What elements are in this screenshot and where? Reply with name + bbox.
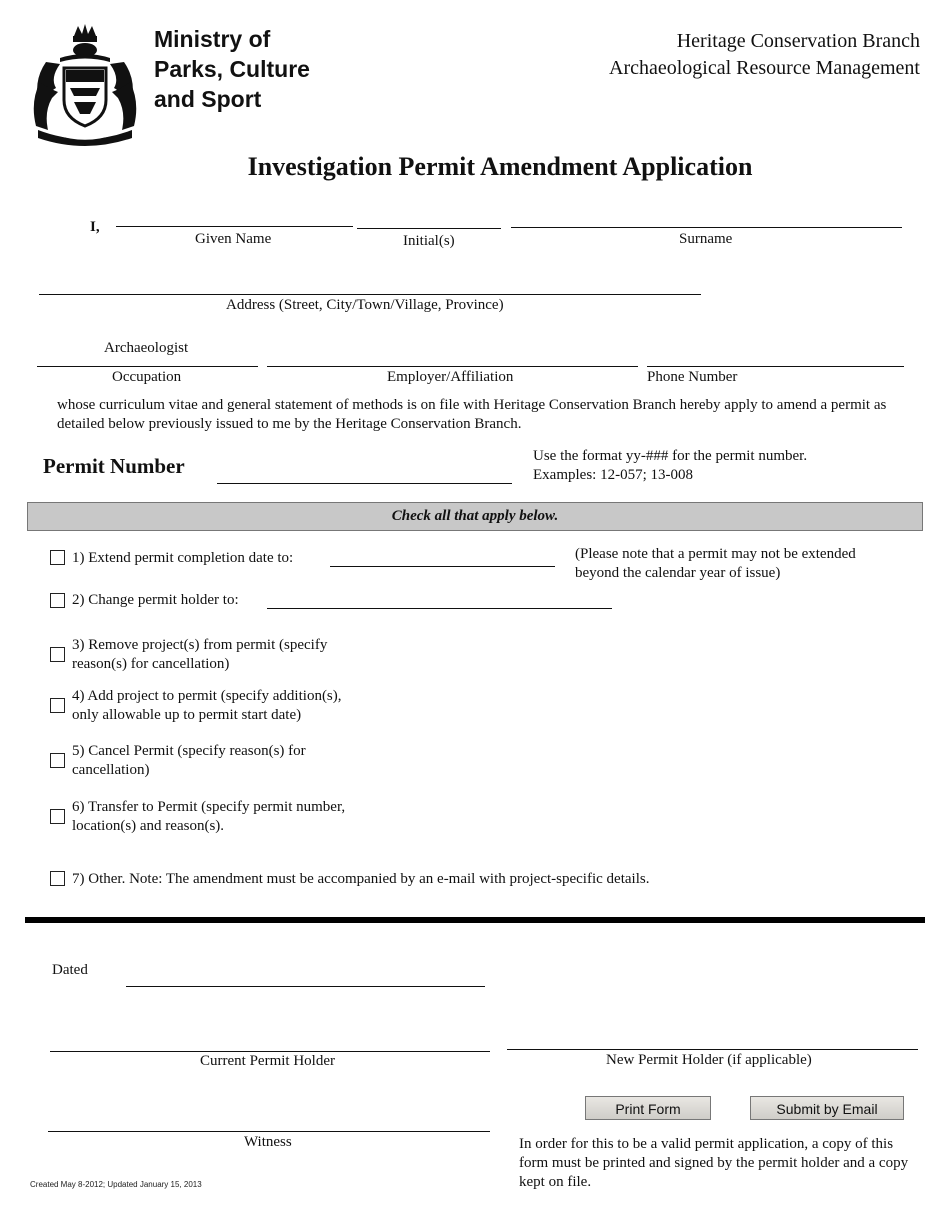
occupation-label: Occupation [112,369,182,385]
coat-of-arms-logo [26,22,144,154]
checkbox-change-holder[interactable] [50,593,65,608]
option-add-project-label: 4) Add project to permit (specify addition(s), only allowable up to permit start date) [72,688,342,723]
option-other-label: 7) Other. Note: The amendment must be accompanied by an e-mail with project-specific details. [72,871,650,887]
permit-number-field[interactable] [217,483,512,484]
submit-by-email-button[interactable]: Submit by Email [750,1096,904,1120]
section-divider [25,917,925,923]
checkbox-add-project[interactable] [50,698,65,713]
employer-field[interactable] [267,366,638,367]
ministry-line-1: Ministry of [154,26,271,52]
new-holder-field[interactable] [267,608,612,609]
witness-signature-line[interactable] [48,1131,490,1132]
phone-label: Phone Number [647,369,738,385]
given-name-field[interactable] [116,226,353,227]
applicant-statement: whose curriculum vitae and general statement of methods is on file with Heritage Conservation Branch hereby apply to amend a permit as detailed below previously issued to me by the Heritage Conservation Branch. [57,397,887,432]
prefix-i: I, [90,219,100,235]
option-extend-label: 1) Extend permit completion date to: [72,550,294,566]
permit-format-hint: Use the format yy-### for the permit number. [533,448,808,464]
initials-field[interactable] [357,228,501,229]
extend-note: (Please note that a permit may not be extended beyond the calendar year of issue) [575,546,856,581]
given-name-label: Given Name [195,231,272,247]
initials-label: Initial(s) [403,233,455,249]
branch-name [609,28,920,82]
checkbox-other[interactable] [50,871,65,886]
division-line: Archaeological Resource Management [609,57,920,79]
checkbox-extend[interactable] [50,550,65,565]
employer-label: Employer/Affiliation [387,369,514,385]
ministry-line-3: and Sport [154,86,262,112]
print-form-button[interactable]: Print Form [585,1096,711,1120]
option-transfer-permit-label: 6) Transfer to Permit (specify permit number, location(s) and reason(s). [72,799,346,834]
current-holder-label: Current Permit Holder [200,1053,335,1069]
branch-line: Heritage Conservation Branch [676,30,920,52]
address-label: Address (Street, City/Town/Village, Province) [226,297,504,313]
checkbox-remove-project[interactable] [50,647,65,662]
dated-field[interactable] [126,986,485,987]
footer-created-updated: Created May 8-2012; Updated January 15, 2013 [30,1180,202,1189]
checklist-header [27,502,923,531]
occupation-field[interactable] [37,366,258,367]
address-field[interactable] [39,294,701,295]
current-holder-signature-line[interactable] [50,1051,490,1052]
checklist-header-text: Check all that apply below. [391,508,559,524]
permit-examples-hint: Examples: 12-057; 13-008 [533,467,693,483]
ministry-line-2: Parks, Culture [154,56,310,82]
permit-number-label: Permit Number [43,454,185,478]
option-cancel-permit-label: 5) Cancel Permit (specify reason(s) for cancellation) [72,743,306,778]
witness-label: Witness [244,1134,292,1150]
validity-note: In order for this to be a valid permit application, a copy of this form must be printed and signed by the permit holder and a copy kept on file. [519,1136,909,1190]
option-remove-project-label: 3) Remove project(s) from permit (specify reason(s) for cancellation) [72,637,328,672]
ministry-name [154,24,310,114]
surname-field[interactable] [511,227,902,228]
surname-label: Surname [679,231,733,247]
new-holder-signature-line[interactable] [507,1049,918,1050]
form-title: Investigation Permit Amendment Application [247,152,753,181]
checkbox-cancel-permit[interactable] [50,753,65,768]
new-holder-label: New Permit Holder (if applicable) [606,1052,812,1068]
extend-date-field[interactable] [330,566,555,567]
option-change-holder-label: 2) Change permit holder to: [72,592,239,608]
checkbox-transfer-permit[interactable] [50,809,65,824]
occupation-value[interactable]: Archaeologist [104,340,189,356]
phone-field[interactable] [647,366,904,367]
dated-label: Dated [52,962,88,978]
